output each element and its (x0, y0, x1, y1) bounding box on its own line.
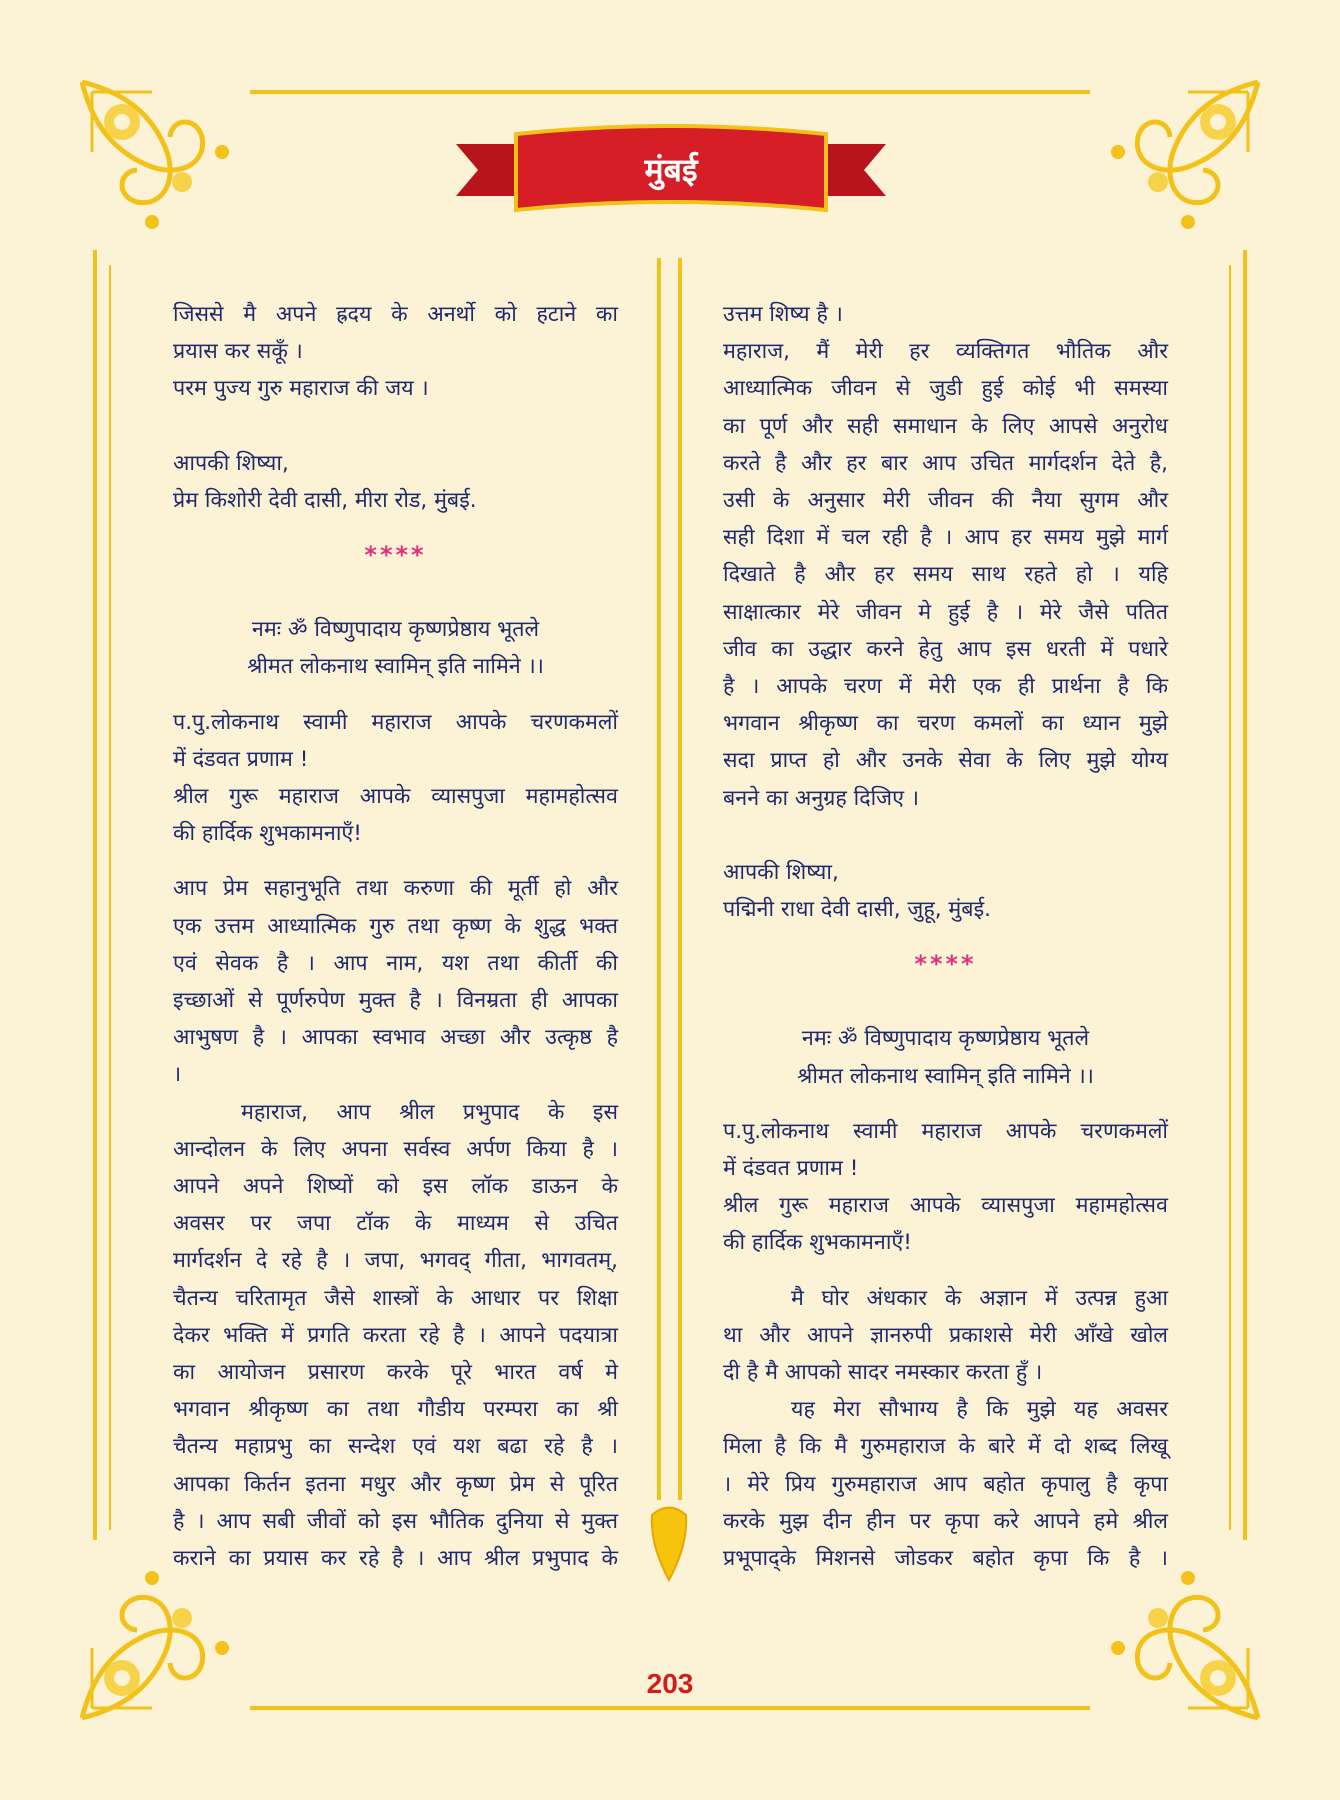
text-line: आध्यात्मिक जीवन से जुडी हुई कोई भी समस्या (723, 376, 1168, 402)
text-line: आपने अपने शिष्यों को इस लॉक डाऊन के (173, 1174, 618, 1200)
text-line: मिला है कि मै गुरुमहाराज के बारे में दो शब्द लिखू (723, 1434, 1168, 1460)
text-line: महाराज, मैं मेरी हर व्यक्तिगत भौतिक और (723, 339, 1168, 365)
left-column (173, 296, 618, 1577)
text-line: सदा प्राप्त हो और उनके सेवा के लिए मुझे योग्य (723, 748, 1168, 774)
text-line: चैतन्य चरितामृत जैसे शास्त्रों के आधार पर शिक्षा (173, 1285, 618, 1311)
text-line: महाराज, आप श्रील प्रभुपाद के इस (241, 1099, 618, 1125)
text-line: श्रील गुरू महाराज आपके व्यासपुजा महामहोत्सव (173, 784, 618, 810)
text-line: यह मेरा सौभाग्य है कि मुझे यह अवसर (791, 1397, 1168, 1423)
text-line: दिखाते है और हर समय साथ रहते हो । यहि (723, 562, 1168, 588)
prayer-line: नमः ॐ विष्णुपादाय कृष्णप्रेष्ठाय भूतले (801, 1026, 1090, 1052)
text-line: कराने का प्रयास कर रहे है । आप श्रील प्रभुपाद के (173, 1546, 618, 1572)
text-line: आपका किर्तन इतना मधुर और कृष्ण प्रेम से पूरित (173, 1471, 618, 1497)
text-line: आप प्रेम सहानुभूति तथा करुणा की मूर्ती हो और (173, 876, 618, 902)
text-line: करके मुझ दीन हीन पर कृपा करे आपने हमे श्रील (723, 1508, 1168, 1534)
text-line: । मेरे प्रिय गुरुमहाराज आप बहोत कृपालु है कृपा (723, 1471, 1168, 1497)
signature-name: पद्मिनी राधा देवी दासी, जुहू, मुंबई. (723, 897, 991, 923)
text-line: प्रयास कर सकूँ । (173, 339, 303, 365)
text-line: है । आप सबी जीवों को इस भौतिक दुनिया से मुक्त (173, 1508, 618, 1534)
text-line: प.पु.लोकनाथ स्वामी महाराज आपके चरणकमलों (723, 1118, 1168, 1144)
prayer-line: श्रीमत लोकनाथ स्वामिन् इति नामिने ।। (797, 1063, 1094, 1089)
text-line: प्रभूपाद्के मिशनसे जोडकर बहोत कृपा कि है । (723, 1546, 1168, 1572)
text-line: की हार्दिक शुभकामनाएँ! (723, 1230, 912, 1256)
text-line: आन्दोलन के लिए अपना सर्वस्व अर्पण किया है । (173, 1136, 618, 1162)
text-line: भगवान श्रीकृष्ण का तथा गौडीय परम्परा का श्री (173, 1397, 618, 1423)
signature-name: प्रेम किशोरी देवी दासी, मीरा रोड, मुंबई. (173, 487, 477, 513)
text-line: एवं सेवक है । आप नाम, यश तथा कीर्ती की (173, 950, 618, 976)
text-line: था और आपने ज्ञानरुपी प्रकाशसे मेरी आँखे खोल (723, 1322, 1168, 1348)
text-line: जिससे मै अपने ह्रदय के अनर्थो को हटाने का (173, 302, 618, 327)
text-line: बनने का अनुग्रह दिजिए । (723, 785, 920, 811)
text-line: उसी के अनुसार मेरी जीवन की नैया सुगम और (723, 488, 1168, 514)
signature-label: आपकी शिष्या, (173, 450, 289, 476)
text-line: का पूर्ण और सही समाधान के लिए आपसे अनुरोध (723, 413, 1168, 439)
text-line: चैतन्य महाप्रभु का सन्देश एवं यश बढा रहे है । (173, 1434, 618, 1460)
text-line: सही दिशा में चल रही है । आप हर समय मुझे मार्ग (723, 525, 1168, 551)
text-line: आभुषण है । आपका स्वभाव अच्छा और उत्कृष्ठ है (173, 1025, 618, 1051)
text-line: साक्षात्कार मेरे जीवन मे हुई है । मेरे जैसे पतित (723, 599, 1168, 625)
text-line: का आयोजन प्रसारण करके पूरे भारत वर्ष मे (173, 1360, 618, 1386)
text-line: जीव का उद्धार करने हेतु आप इस धरती में पधारे (723, 636, 1168, 662)
text-line: मार्गदर्शन दे रहे है । जपा, भगवद् गीता, भागवतम्, (173, 1248, 618, 1274)
text-line: भगवान श्रीकृष्ण का चरण कमलों का ध्यान मुझे (723, 711, 1168, 737)
text-line: में दंडवत प्रणाम ! (723, 1156, 859, 1182)
text-line: उत्तम शिष्य है । (723, 302, 843, 327)
text-line: मै घोर अंधकार के अज्ञान में उत्पन्न हुआ (791, 1285, 1168, 1311)
text-line: एक उत्तम आध्यात्मिक गुरु तथा कृष्ण के शुद्ध भक्त (173, 913, 618, 939)
text-line: करते है और हर बार आप उचित मार्गदर्शन देते है, (723, 450, 1168, 476)
page-title: मुंबई (644, 151, 698, 189)
section-separator: **** (914, 950, 977, 979)
text-line: श्रील गुरू महाराज आपके व्यासपुजा महामहोत्सव (723, 1193, 1168, 1219)
text-line: अवसर पर जपा टॉक के माध्यम से उचित (173, 1211, 618, 1237)
text-line: प.पु.लोकनाथ स्वामी महाराज आपके चरणकमलों (173, 709, 618, 735)
prayer-line: श्रीमत लोकनाथ स्वामिन् इति नामिने ।। (247, 654, 544, 680)
right-column (723, 296, 1168, 1577)
text-line: की हार्दिक शुभकामनाएँ! (173, 821, 362, 847)
prayer-line: नमः ॐ विष्णुपादाय कृष्णप्रेष्ठाय भूतले (251, 617, 540, 643)
section-separator: **** (364, 541, 427, 570)
text-line: । (173, 1062, 182, 1088)
signature-label: आपकी शिष्या, (723, 859, 839, 885)
text-line: परम पुज्य गुरु महाराज की जय । (173, 376, 429, 402)
text-line: दी है मै आपको सादर नमस्कार करता हुँ । (723, 1360, 1043, 1386)
page-number: 203 (646, 1668, 694, 1699)
title-ribbon (456, 124, 886, 226)
text-line: देकर भक्ति में प्रगति करता रहे है । आपने पदयात्रा (173, 1322, 618, 1348)
text-line: में दंडवत प्रणाम ! (173, 746, 309, 772)
text-line: है । आपके चरण में मेरी एक ही प्रार्थना है कि (723, 674, 1168, 700)
text-line: इच्छाओं से पूर्णरुपेण मुक्त है । विनम्रता ही आपका (173, 988, 618, 1014)
